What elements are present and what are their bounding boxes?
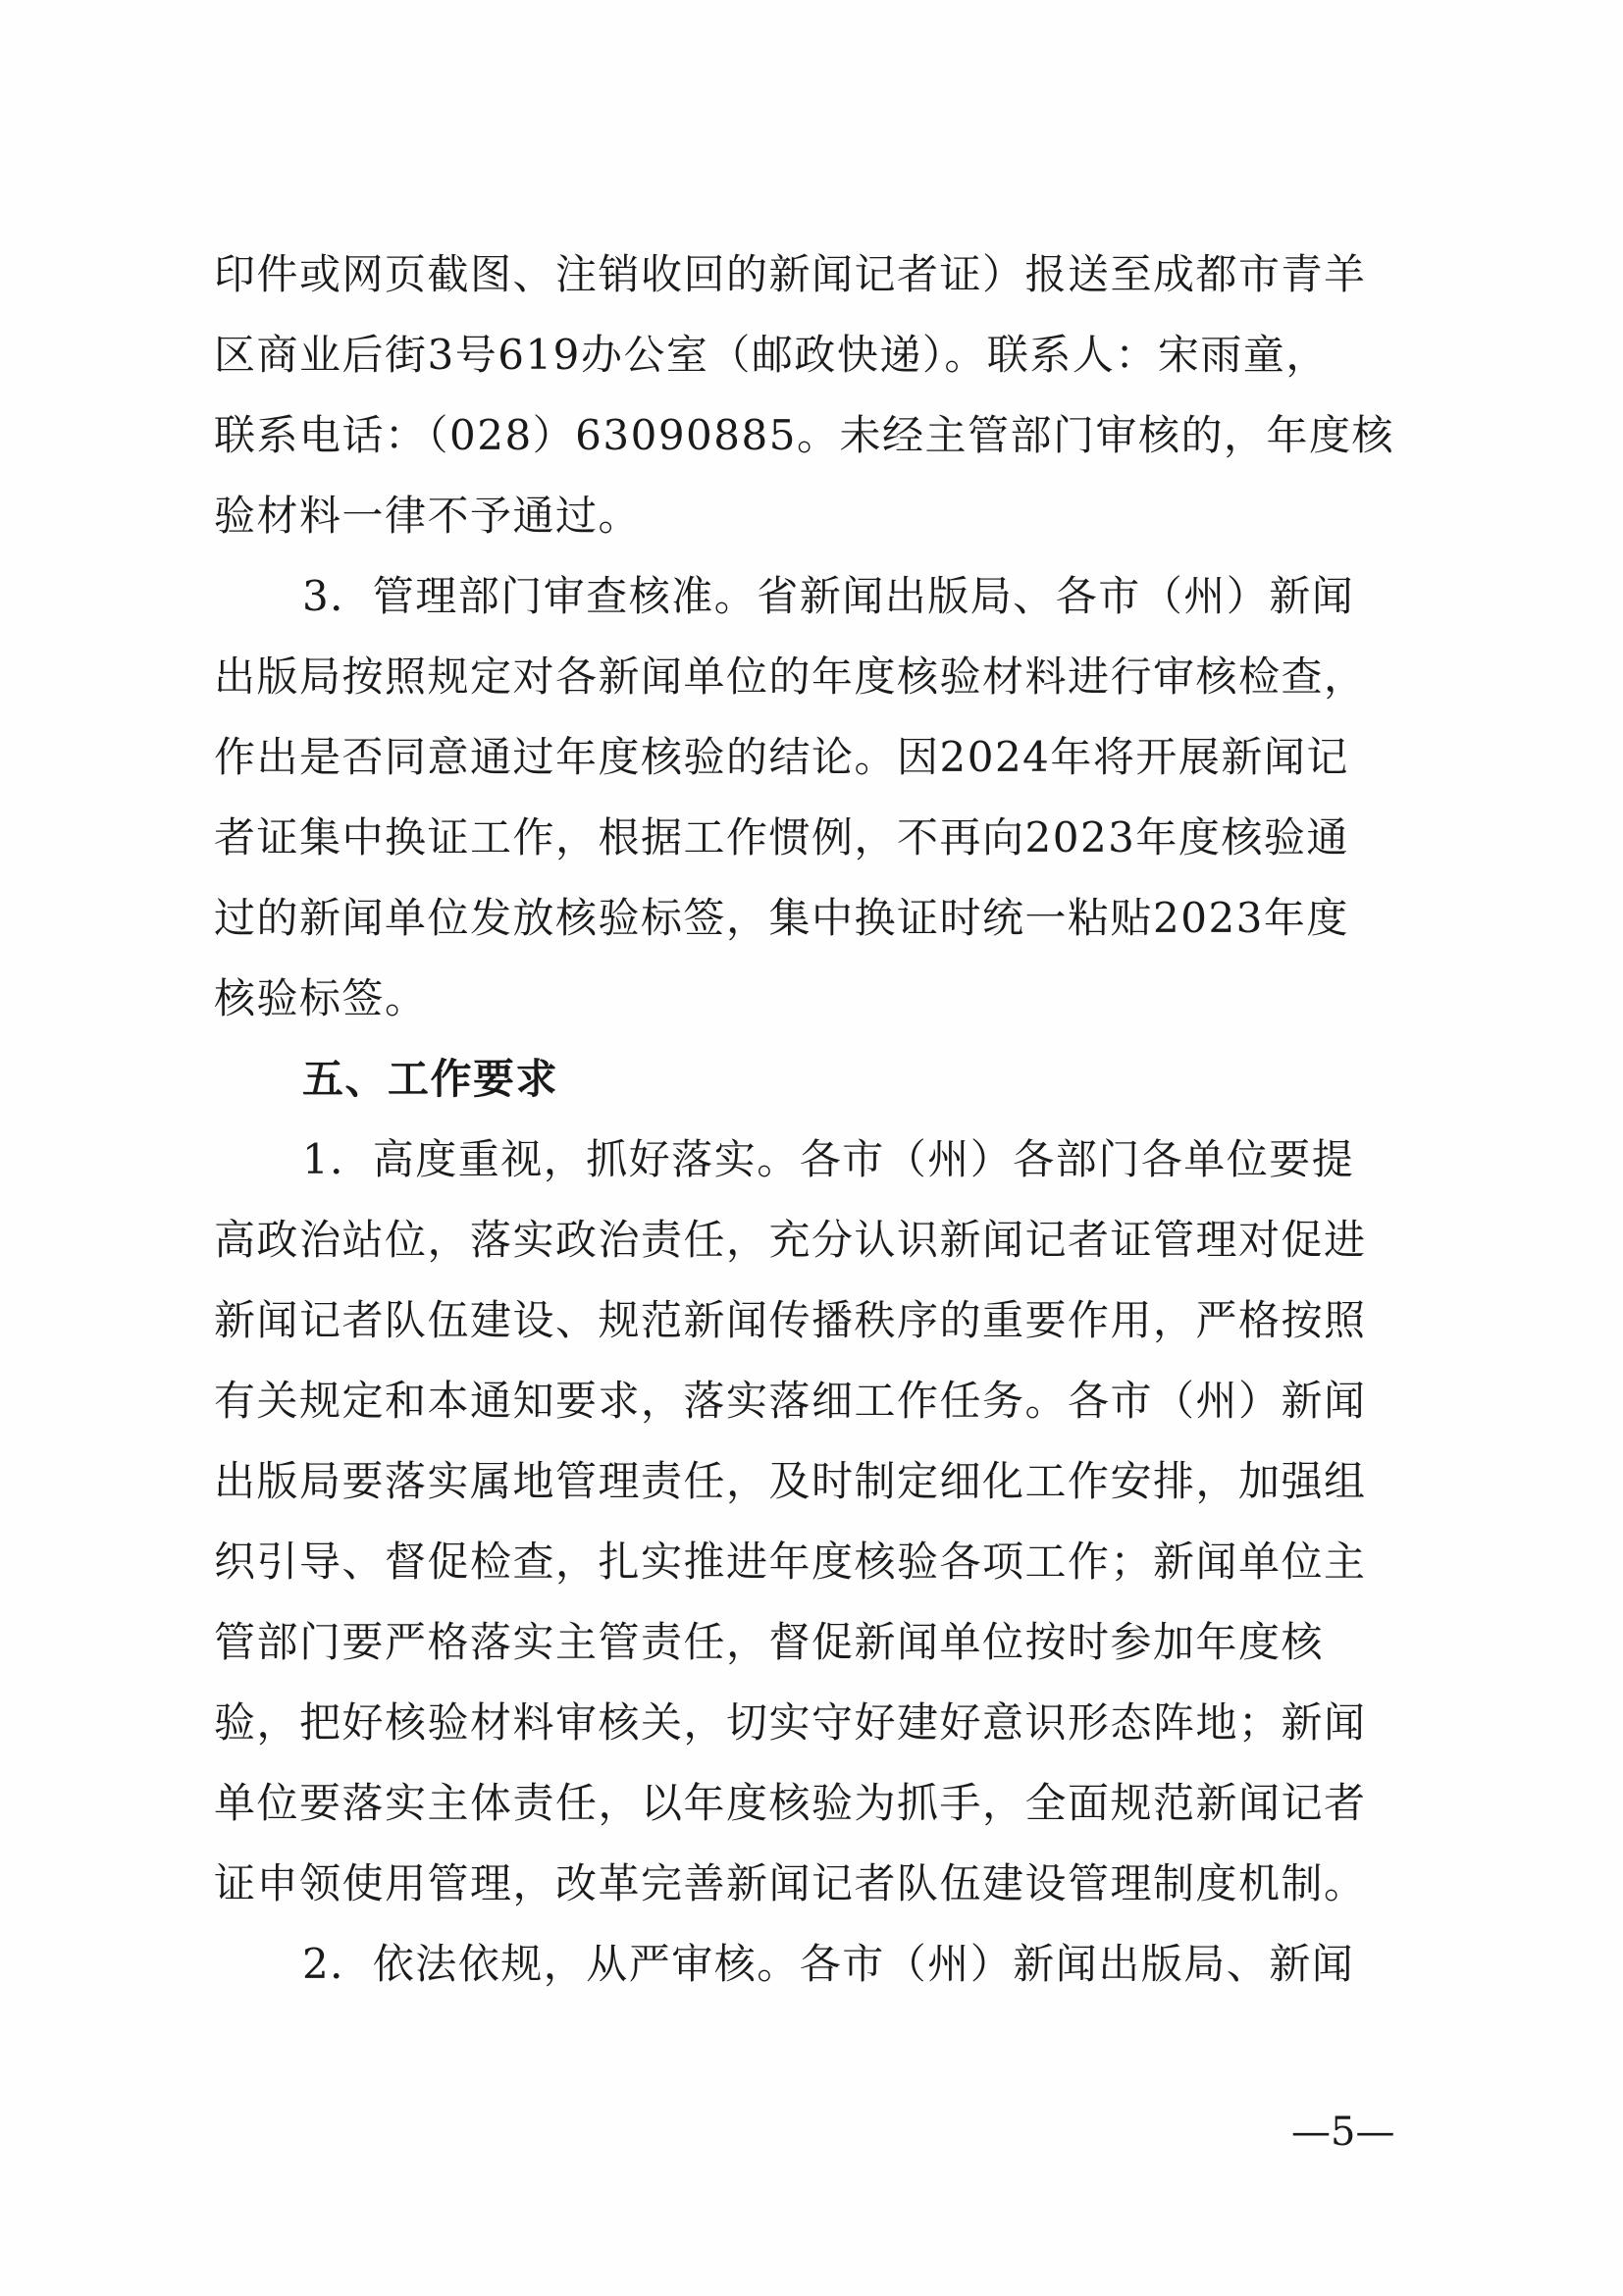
text-line: 管部门要严格落实主管责任，督促新闻单位按时参加年度核 bbox=[214, 1618, 1325, 1666]
text-line: 出版局按照规定对各新闻单位的年度核验材料进行审核检查， bbox=[214, 652, 1367, 701]
text-line: 作出是否同意通过年度核验的结论。因2024年将开展新闻记 bbox=[214, 733, 1349, 781]
text-line: 验材料一律不予通过。 bbox=[214, 492, 642, 540]
text-line: 出版局要落实属地管理责任，及时制定细化工作安排，加强组 bbox=[214, 1457, 1367, 1505]
text-line: 联系电话：（028）63090885。未经主管部门审核的，年度核 bbox=[214, 411, 1394, 459]
paragraph-first-line: 3．管理部门审查核准。省新闻出版局、各市（州）新闻 bbox=[302, 572, 1355, 620]
text-line: 过的新闻单位发放核验标签，集中换证时统一粘贴2023年度 bbox=[214, 894, 1349, 942]
text-line: 证申领使用管理，改革完善新闻记者队伍建设管理制度机制。 bbox=[214, 1859, 1367, 1907]
page-number: —5— bbox=[1291, 2110, 1395, 2155]
paragraph-first-line: 2．依法依规，从严审核。各市（州）新闻出版局、新闻 bbox=[302, 1940, 1355, 1988]
text-line: 织引导、督促检查，扎实推进年度核验各项工作；新闻单位主 bbox=[214, 1538, 1367, 1586]
text-line: 核验标签。 bbox=[214, 974, 428, 1022]
text-line: 高政治站位，落实政治责任，充分认识新闻记者证管理对促进 bbox=[214, 1216, 1367, 1264]
text-line: 单位要落实主体责任，以年度核验为抓手，全面规范新闻记者 bbox=[214, 1779, 1367, 1827]
text-line: 区商业后街3号619办公室（邮政快递）。联系人：宋雨童， bbox=[214, 331, 1329, 379]
text-line: 者证集中换证工作，根据工作惯例，不再向2023年度核验通 bbox=[214, 813, 1349, 861]
text-line: 新闻记者队伍建设、规范新闻传播秩序的重要作用，严格按照 bbox=[214, 1296, 1367, 1344]
paragraph-first-line: 1．高度重视，抓好落实。各市（州）各部门各单位要提 bbox=[302, 1135, 1355, 1183]
text-line: 有关规定和本通知要求，落实落细工作任务。各市（州）新闻 bbox=[214, 1377, 1367, 1425]
text-line: 验，把好核验材料审核关，切实守好建好意识形态阵地；新闻 bbox=[214, 1698, 1367, 1747]
section-heading: 五、工作要求 bbox=[302, 1055, 559, 1103]
text-line: 印件或网页截图、注销收回的新闻记者证）报送至成都市青羊 bbox=[214, 250, 1367, 298]
